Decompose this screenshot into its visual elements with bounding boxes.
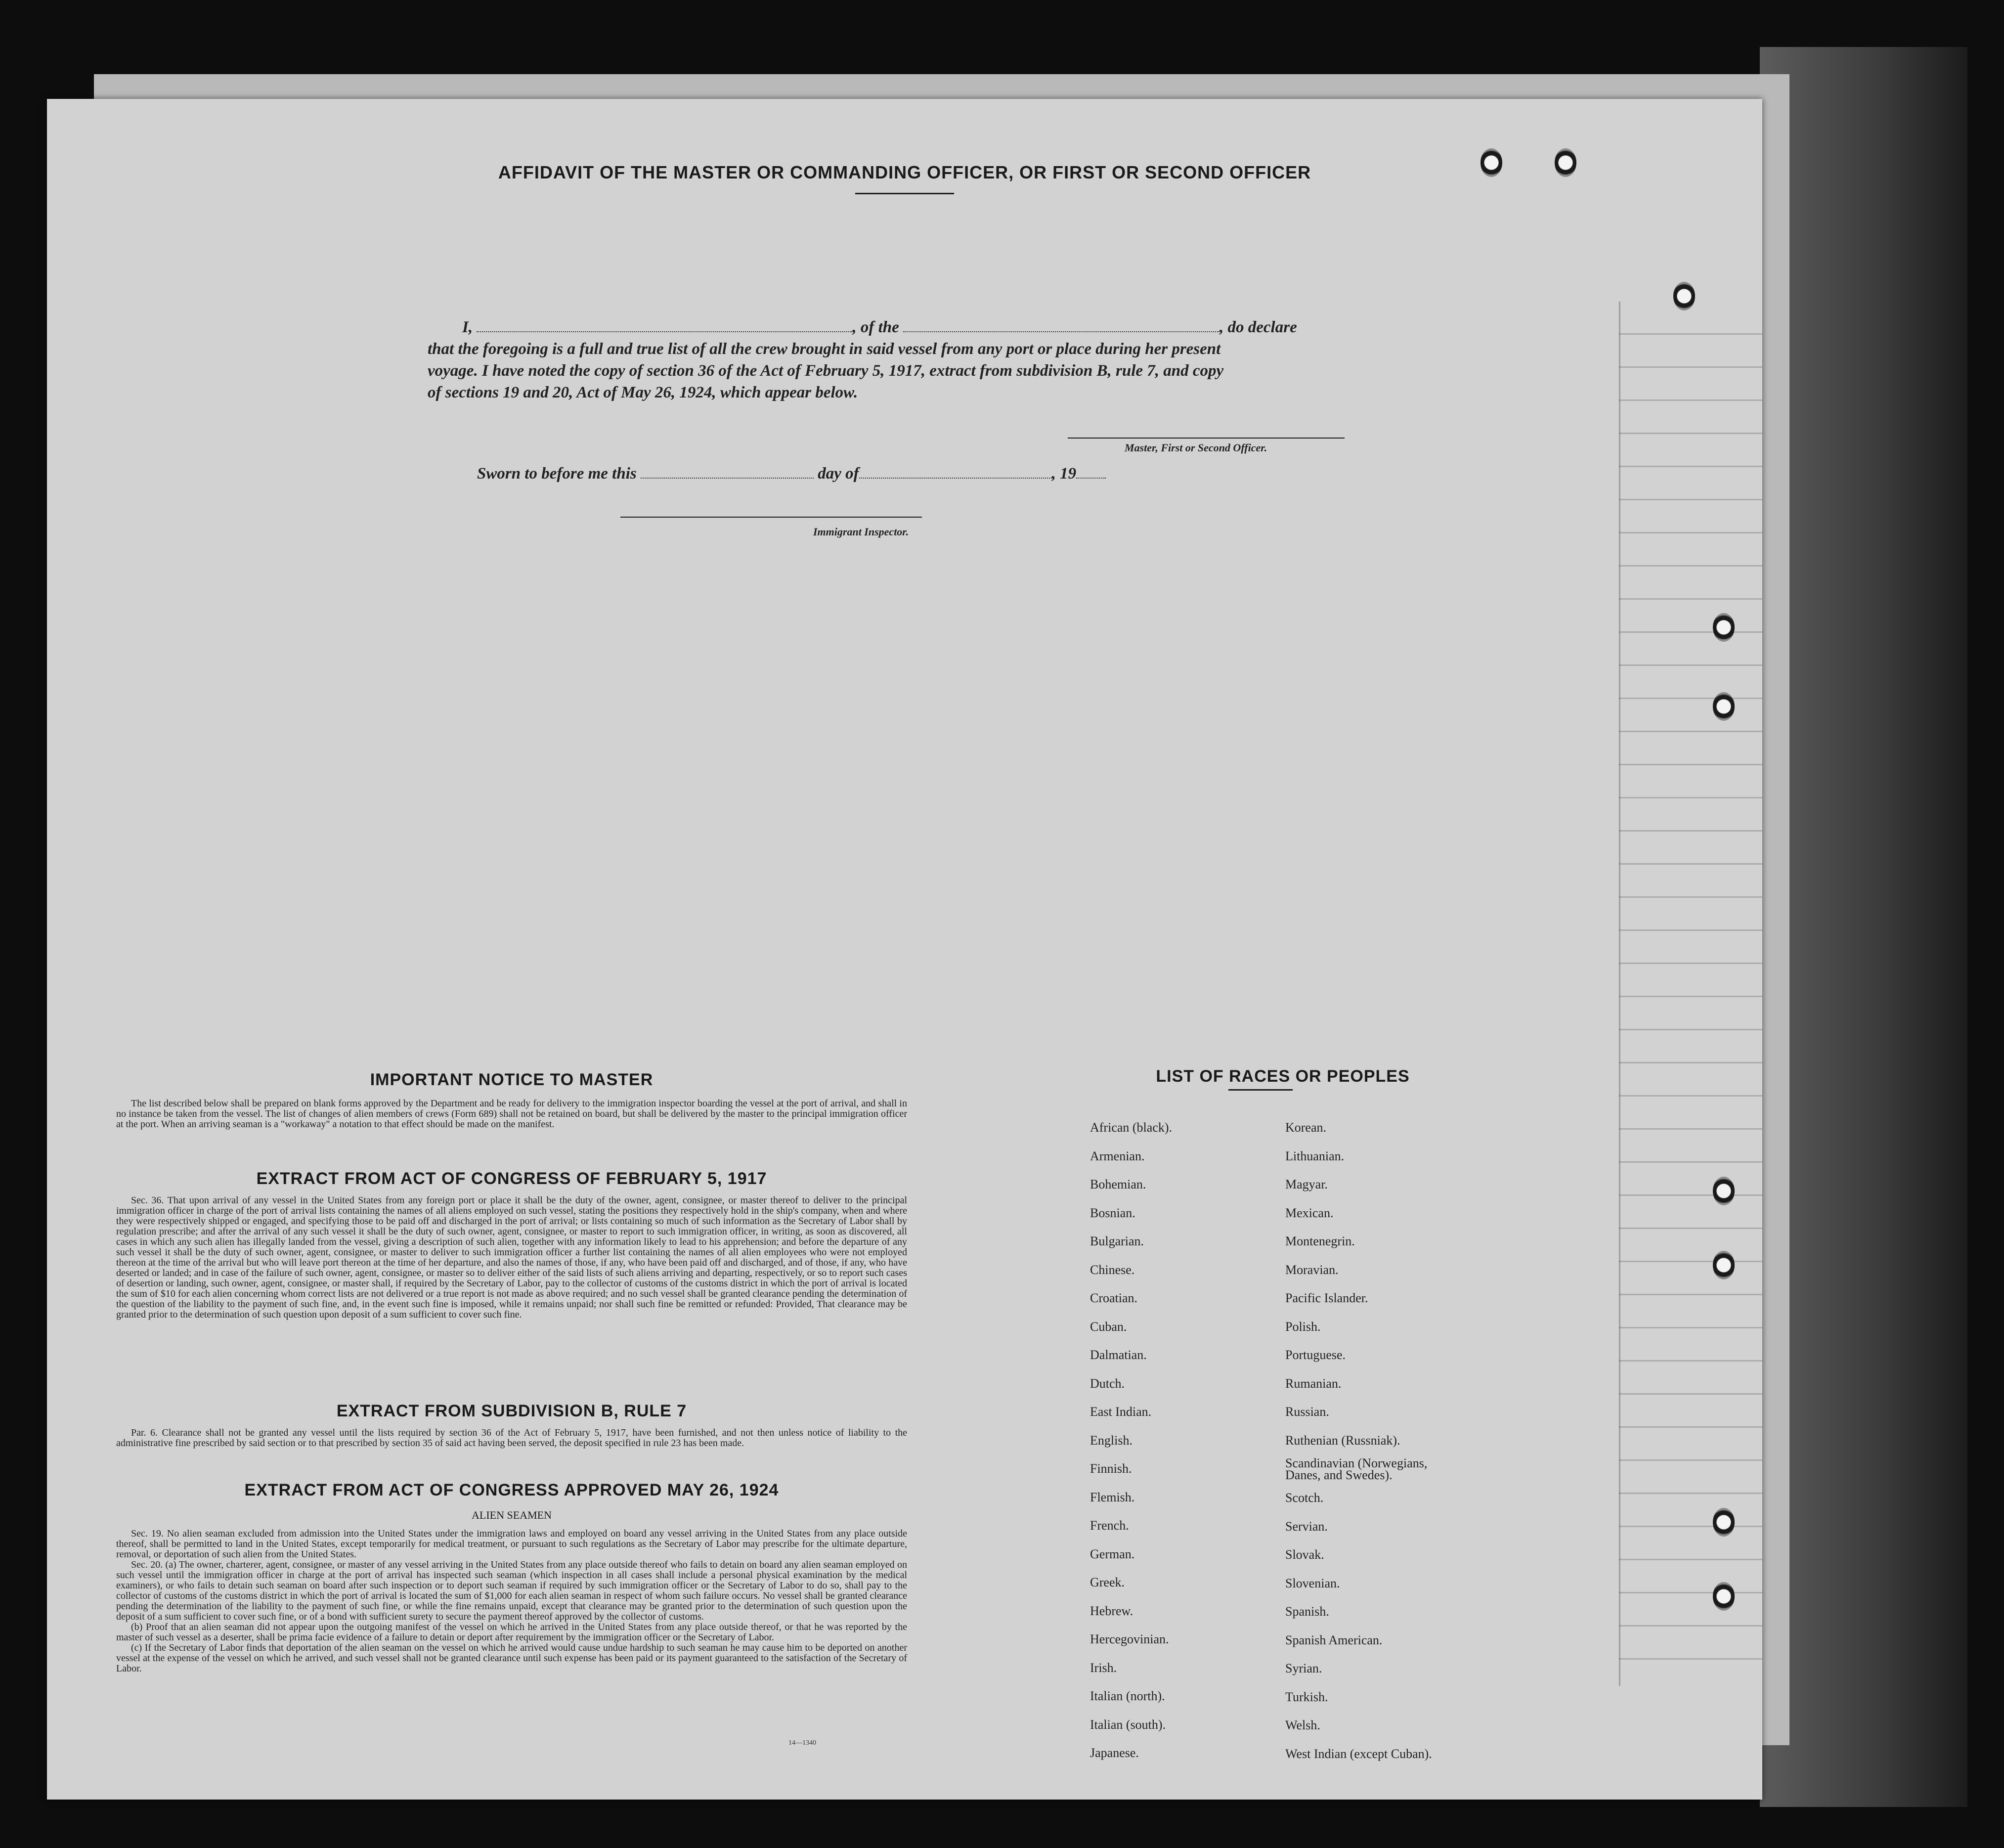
races-title-rule (1228, 1089, 1293, 1091)
affidavit-of: , of the (852, 318, 899, 336)
race-item: Scotch. (1285, 1491, 1324, 1505)
race-item: Russian. (1285, 1405, 1329, 1419)
race-item: Hercegovinian. (1090, 1632, 1169, 1646)
race-item: Magyar. (1285, 1177, 1328, 1191)
vessel-blank[interactable] (903, 319, 1220, 332)
name-blank[interactable] (477, 319, 852, 332)
race-item: Turkish. (1285, 1689, 1328, 1704)
punch-hole (1713, 1251, 1735, 1279)
race-item: Hebrew. (1090, 1603, 1133, 1618)
race-item: African (black). (1090, 1120, 1173, 1135)
notice-title: IMPORTANT NOTICE TO MASTER (370, 1070, 653, 1089)
affidavit-line-3: voyage. I have noted the copy of section 36 of the Act of February 5, 1917, extract from subdivision B, rule 7, and copy (428, 362, 1224, 380)
race-item: Scandinavian (Norwegians, Danes, and Swedes). (1285, 1456, 1428, 1482)
affidavit-i: I, (462, 318, 473, 336)
races-right-column (1285, 1113, 1463, 1768)
race-item: Portuguese. (1285, 1348, 1346, 1362)
race-item: Bohemian. (1090, 1177, 1146, 1191)
bleed-through-grid (1619, 302, 1762, 1686)
race-item: English. (1090, 1433, 1133, 1448)
race-item: French. (1090, 1518, 1129, 1533)
document-page (47, 99, 1762, 1800)
punch-hole (1713, 613, 1735, 642)
punch-hole (1713, 1177, 1735, 1205)
extract-1917-text (116, 1195, 907, 1320)
sworn-date-blank[interactable] (641, 466, 814, 479)
inspector-signature-label: Immigrant Inspector. (813, 526, 909, 538)
races-left-column (1090, 1113, 1172, 1767)
affidavit-line-2: that the foregoing is a full and true list of all the crew brought in said vessel from any port or place during her present (428, 340, 1221, 358)
race-item: Chinese. (1090, 1262, 1135, 1277)
race-item: Irish. (1090, 1660, 1117, 1675)
master-signature-label: Master, First or Second Officer. (1125, 441, 1267, 454)
alien-seamen-subtitle: ALIEN SEAMEN (472, 1509, 552, 1521)
race-item: Slovak. (1285, 1547, 1324, 1562)
race-item: Ruthenian (Russniak). (1285, 1433, 1400, 1448)
race-item: East Indian. (1090, 1405, 1152, 1419)
race-item: German. (1090, 1546, 1135, 1561)
punch-hole (1713, 692, 1735, 721)
race-item: Bosnian. (1090, 1205, 1135, 1220)
background-edge (1760, 47, 1967, 1807)
section-19-paragraph: Sec. 19. No alien seaman excluded from admission into the United States under the immigration laws and employed on board any vessel arriving in the United States from any place outside thereof, shall be permitted to land in the United States, except temporarily for medical treatment, or pursuant to such regulations as the Secretary of Labor may prescribe for the ultimate departure, removal, or deportation of such alien from the United States. (116, 1528, 907, 1560)
race-item: Spanish. (1285, 1604, 1329, 1619)
affidavit-text (428, 316, 1441, 403)
race-item: Servian. (1285, 1519, 1328, 1534)
race-item: Finnish. (1090, 1461, 1132, 1476)
race-item: Greek. (1090, 1575, 1125, 1589)
race-item: Montenegrin. (1285, 1234, 1355, 1248)
race-item: Slovenian. (1285, 1576, 1340, 1590)
notice-text (116, 1099, 907, 1130)
race-item: Armenian. (1090, 1148, 1145, 1163)
punch-hole (1673, 282, 1695, 310)
race-item: Pacific Islander. (1285, 1291, 1368, 1305)
race-item: Italian (south). (1090, 1717, 1166, 1732)
master-signature-line[interactable] (1068, 438, 1345, 439)
inspector-signature-line[interactable] (620, 517, 922, 518)
form-number: 14—1340 (788, 1739, 816, 1747)
race-item: Syrian. (1285, 1661, 1322, 1675)
race-item: Polish. (1285, 1319, 1321, 1334)
section-20a-paragraph: Sec. 20. (a) The owner, charterer, agent, consignee, or master of any vessel arriving in the United States from any place outside thereof who fails to detain on board any alien seaman employed on such vessel until the immigration officer in charge at the port of arrival has inspected such seaman (which inspection in all cases shall include a personal physical examination by the medical examiners), or who fails to detain such seaman on board after such inspection or to deport such seaman if required by such immigration officer or the Secretary of Labor to do so, shall pay to the collector of customs of the customs district in which the port of arrival is located the sum of $1,000 for each alien seaman in respect of whom such failure occurs. No vessel shall be granted clearance pending the determination of the liability to the payment of such fine, or while the fine remains unpaid, except that clearance may be granted prior to the determination of such question upon the deposit of a sum sufficient to cover such fine, or of a bond with sufficient surety to secure the payment thereof approved by the collector of customs. (116, 1559, 907, 1622)
race-item: Korean. (1285, 1120, 1327, 1135)
section-36-paragraph: Sec. 36. That upon arrival of any vessel in the United States from any foreign port or place it shall be the duty of the owner, agent, consignee, or master thereof to deliver to the principal immigration officer in charge of the port of arrival lists containing the names of all aliens employed on such vessel, stating the positions they respectively hold in the ship's company, when and where they were respectively shipped or engaged, and specifying those to be paid off and discharged in the port of arrival; or lists containing so much of such information as the Secretary of Labor shall by regulation prescribe; and after the arrival of any such vessel it shall be the duty of such owner, agent, consignee, or master to report to such immigration officer, in writing, as soon as discovered, all cases in which any such alien has illegally landed from the vessel, giving a description of such alien, together with any information likely to lead to his apprehension; and before the departure of any such vessel it shall be the duty of such owner, agent, consignee, or master to deliver to such immigration officer a further list containing the names of all alien employees who were not employed thereon at the time of the arrival but who will leave port thereon at the time of her departure, and also the names of those, if any, who have been paid off and discharged, and of those, if any, who have deserted or landed; and in case of the failure of such owner, agent, consignee, or master so to deliver either of the said lists of such aliens arriving and departing, respectively, or so to report such cases of desertion or landing, such owner, agent, consignee, or master shall, if required by the Secretary of Labor, pay to the collector of customs of the customs district in which the port of arrival is located the sum of $10 for each alien concerning whom correct lists are not delivered or a true report is not made as above required; and no such vessel shall be granted clearance pending the determination of the question of the liability to the payment of such fine, and, in the event such fine is imposed, while it remains unpaid; nor shall such fine be remitted or refunded: Provided, That clearance may be granted prior to the determination of such question upon deposit of a sum sufficient to cover such fine. (116, 1195, 907, 1320)
extract-1924-title: EXTRACT FROM ACT OF CONGRESS APPROVED MAY 26, 1924 (244, 1481, 779, 1499)
title-rule (855, 193, 954, 194)
race-item: Cuban. (1090, 1319, 1127, 1334)
race-item: Flemish. (1090, 1490, 1135, 1504)
race-item: Croatian. (1090, 1291, 1138, 1305)
race-item: Bulgarian. (1090, 1234, 1144, 1248)
affidavit-declare: , do declare (1220, 318, 1297, 336)
race-item: Welsh. (1285, 1718, 1320, 1732)
sworn-b: day of (818, 465, 859, 483)
race-item: Lithuanian. (1285, 1148, 1345, 1163)
notice-paragraph: The list described below shall be prepared on blank forms approved by the Department and be ready for delivery to the immigration inspector boarding the vessel at the port of arrival, and shall in no instance be taken from the vessel. The list of changes of alien members of crews (Form 689) shall not be retained on board, but shall be delivered by the master to the principal immigration officer at the port. When an arriving seaman is a "workaway" a notation to that effect should be made on the manifest. (116, 1098, 907, 1130)
section-20b-paragraph: (b) Proof that an alien seaman did not appear upon the outgoing manifest of the vessel on which he arrived in the United States from any place outside thereof, or that he was reported by the master of such vessel as a deserter, shall be prima facie evidence of a failure to detain or deport after requirement by the immigration officer or the Secretary of Labor. (116, 1622, 907, 1643)
affidavit-line-4: of sections 19 and 20, Act of May 26, 1924, which appear below. (428, 384, 858, 401)
section-20c-paragraph: (c) If the Secretary of Labor finds that deportation of the alien seaman on the vessel on which he arrived would cause undue hardship to such seaman he may cause him to be deported on another vessel at the expense of the vessel on which he arrived, and such vessel shall not be granted clearance until such expense has been paid or its payment guaranteed to the satisfaction of the Secretary of Labor. (116, 1642, 907, 1674)
extract-1917-title: EXTRACT FROM ACT OF CONGRESS OF FEBRUARY 5, 1917 (256, 1169, 767, 1188)
race-item: West Indian (except Cuban). (1285, 1746, 1432, 1761)
rule-7-title: EXTRACT FROM SUBDIVISION B, RULE 7 (336, 1402, 687, 1420)
sworn-line (477, 465, 1106, 483)
affidavit-line-1 (428, 316, 1441, 338)
punch-hole (1713, 1508, 1735, 1537)
rule-7-paragraph: Par. 6. Clearance shall not be granted any vessel until the lists required by section 36 of the Act of February 5, 1917, have been furnished, and not then unless notice of liability to the administrative fine prescribed by said section or to that prescribed by section 35 of said act having been served, the deposit specified in rule 23 has been made. (116, 1427, 907, 1449)
affidavit-title: AFFIDAVIT OF THE MASTER OR COMMANDING OFFICER, OR FIRST OR SECOND OFFICER (498, 162, 1311, 182)
sworn-year-blank[interactable] (1076, 466, 1106, 479)
sworn-month-blank[interactable] (859, 466, 1052, 479)
race-item: Japanese. (1090, 1746, 1139, 1760)
extract-1924-text (116, 1529, 907, 1674)
race-item: Italian (north). (1090, 1689, 1165, 1703)
race-item: Dalmatian. (1090, 1348, 1147, 1362)
race-item: Moravian. (1285, 1262, 1339, 1277)
sworn-a: Sworn to before me this (477, 465, 637, 483)
race-item: Dutch. (1090, 1376, 1125, 1391)
race-item: Rumanian. (1285, 1376, 1342, 1391)
rule-7-text (116, 1428, 907, 1449)
sworn-c: , 19 (1051, 465, 1077, 483)
race-item: Spanish American. (1285, 1632, 1383, 1647)
races-title: LIST OF RACES OR PEOPLES (1156, 1067, 1410, 1086)
punch-hole (1713, 1582, 1735, 1611)
race-item: Mexican. (1285, 1205, 1334, 1220)
